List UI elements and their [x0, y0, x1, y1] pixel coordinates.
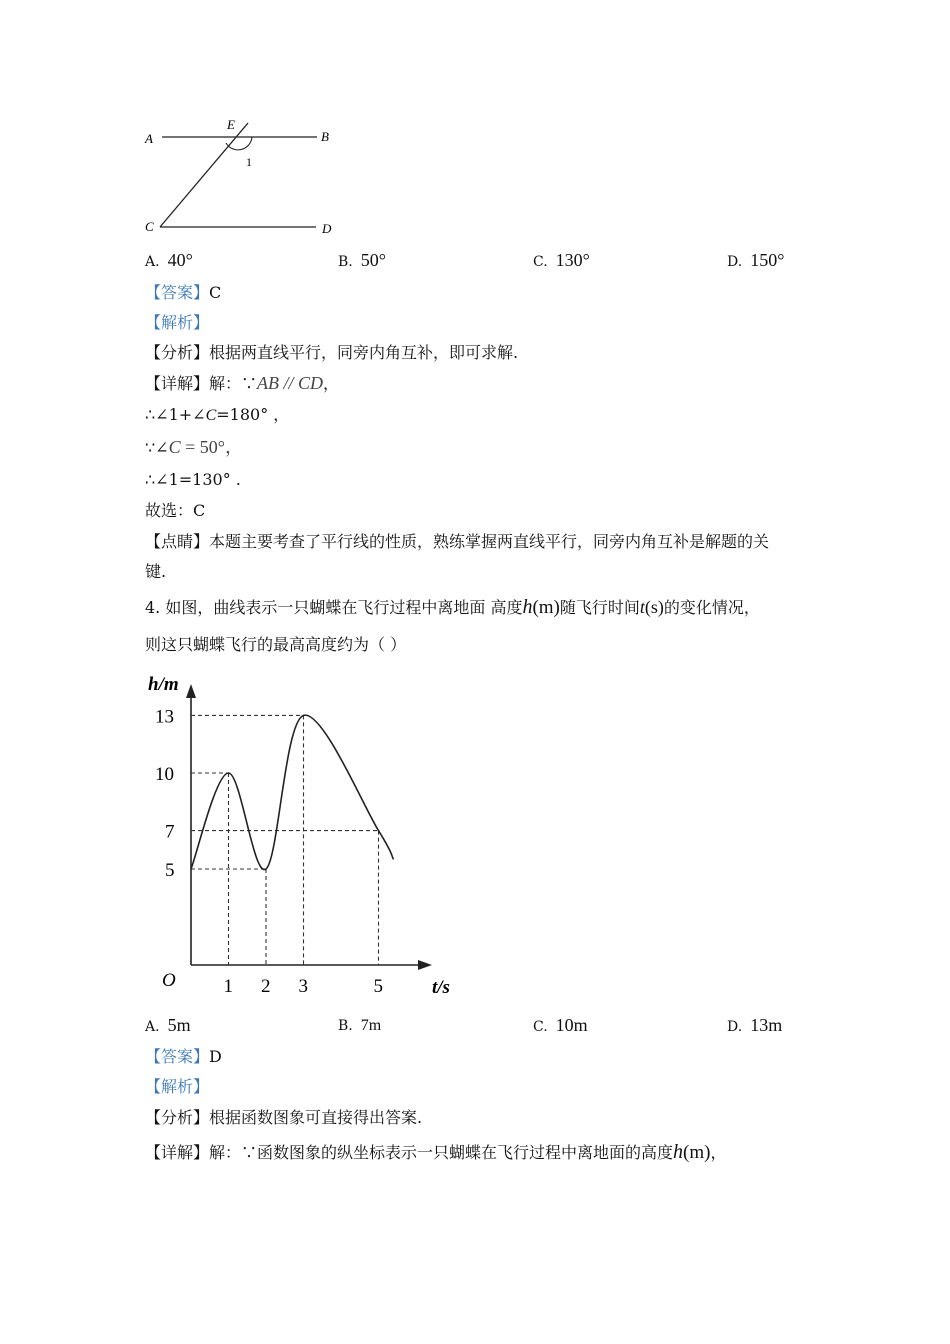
q3-step-3: ∵∠C = 50°，: [145, 437, 243, 457]
origin-label: O: [162, 970, 176, 991]
parallel-lines-figure: [140, 115, 350, 240]
y-tick-label-5: 5: [165, 860, 175, 881]
label-d: D: [322, 221, 332, 236]
y-axis-arrow: [186, 684, 196, 698]
q3-option-c: C. 130°: [533, 250, 590, 270]
label-angle-1: 1: [246, 155, 252, 169]
transversal-ce: [160, 123, 248, 227]
x-tick-label-3: 3: [298, 976, 308, 997]
x-tick-label-1: 1: [223, 976, 233, 997]
q4-option-d: D. 13m: [727, 1015, 783, 1035]
q4-analysis-heading: 【解析】: [145, 1077, 210, 1096]
label-b: B: [321, 129, 329, 144]
label-e: E: [227, 117, 235, 132]
height-curve: [191, 715, 394, 870]
q3-fenxi: 【分析】根据两直线平行，同旁内角互补，即可求解.: [145, 343, 519, 362]
q3-answer: 【答案】C: [145, 283, 222, 302]
q3-option-b: B. 50°: [338, 250, 386, 270]
q3-step-4: ∴∠1=130° .: [145, 470, 241, 489]
q3-step-2: ∴∠1+∠C=180° ，: [145, 405, 290, 424]
y-tick-label-13: 13: [155, 706, 174, 728]
q4-xiangjie: 【详解】解：∵函数图象的纵坐标表示一只蝴蝶在飞行过程中离地面的高度h(m)，: [145, 1141, 727, 1163]
height-time-chart: [140, 668, 470, 1003]
y-tick-label-7: 7: [165, 821, 175, 843]
q4-option-a: A. 5m: [145, 1015, 191, 1035]
q3-xiangjie: 【详解】解：∵AB // CD，: [145, 373, 340, 393]
q3-dianjing-cont: 键.: [145, 562, 167, 581]
q3-option-d: D. 150°: [727, 250, 785, 270]
q4-fenxi: 【分析】根据函数图象可直接得出答案.: [145, 1108, 423, 1127]
q4-stem-line-1: 4. 如图，曲线表示一只蝴蝶在飞行过程中离地面 高度h(m)随飞行时间t(s)的变化情况，: [145, 596, 760, 618]
x-axis-arrow: [418, 960, 432, 970]
q4-option-c: C. 10m: [533, 1015, 588, 1035]
q3-choose: 故选：C: [145, 501, 206, 520]
label-c: C: [145, 219, 154, 234]
q4-option-b: B. 7m: [338, 1017, 382, 1034]
y-axis-label: h/m: [148, 674, 179, 695]
y-tick-label-10: 10: [155, 764, 174, 785]
q3-dianjing: 【点睛】本题主要考查了平行线的性质，熟练掌握两直线平行，同旁内角互补是解题的关: [145, 532, 770, 551]
q3-analysis-heading: 【解析】: [145, 313, 210, 332]
x-tick-label-5: 5: [373, 976, 383, 997]
q4-answer: 【答案】D: [145, 1047, 222, 1066]
x-axis-label: t/s: [432, 977, 450, 998]
q4-stem-line-2: 则这只蝴蝶飞行的最高高度约为（ ）: [145, 635, 407, 654]
label-a: A: [145, 131, 153, 146]
x-tick-label-2: 2: [261, 976, 271, 997]
q3-option-a: A. 40°: [145, 250, 193, 270]
